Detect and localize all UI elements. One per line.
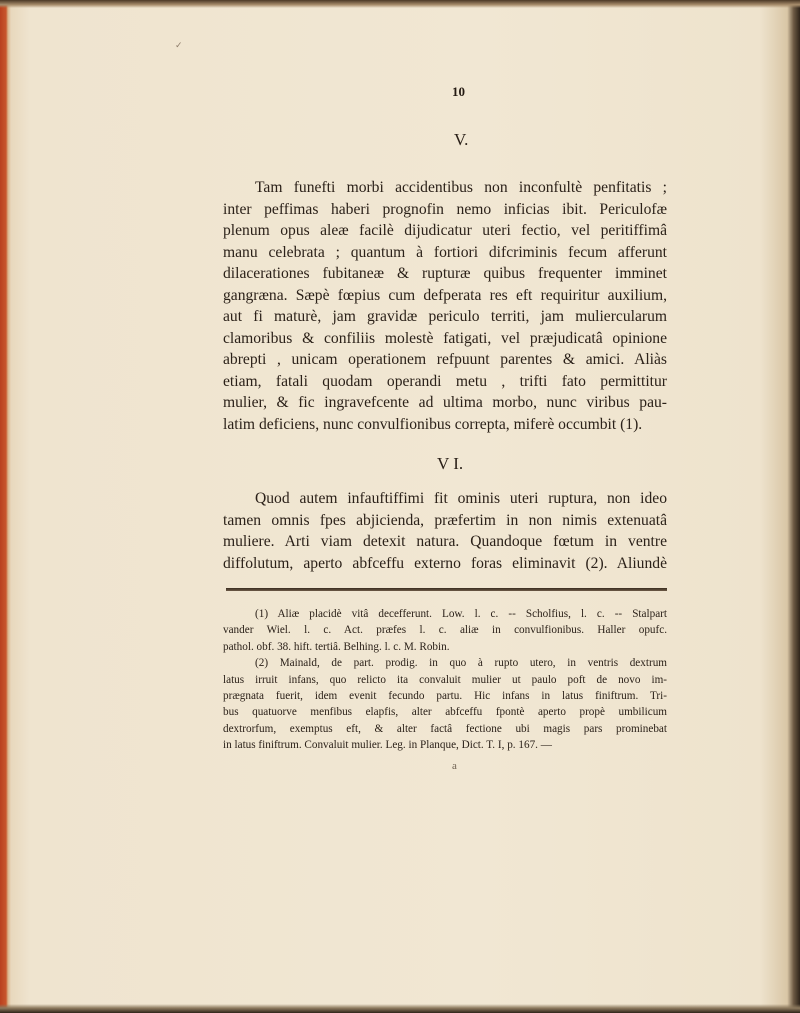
footnote-line: bus quatuorve menfibus elapfis, alter abfceffu fpontè aperto propè umbilicum: [223, 706, 667, 719]
footnotes: [223, 606, 667, 754]
text-line: manu celebrata ; quantum à fortiori difcriminis fecum afferunt: [223, 243, 667, 261]
ink-mark: ✓: [175, 40, 183, 50]
text-line: clamoribus & confiliis molestè fatigati, vel præjudicatâ opinione: [223, 329, 667, 347]
page-number: 10: [452, 84, 465, 99]
text-line: mulier, & fic ingravefcente ad ultima morbo, nunc viribus pau-: [223, 394, 667, 411]
footnote-line: prægnata fuerit, idem evenit fecundo partu. Hic infans in latus finiftrum. Tri-: [223, 690, 667, 703]
footnote-line: pathol. obf. 38. hift. tertiâ. Belhing. l. c. M. Robin.: [223, 640, 450, 653]
text-line: gangræna. Sæpè fœpius cum defperata res eft requiritur auxilium,: [223, 286, 667, 304]
text-line: abrepti , unicam operationem refpuunt parentes & amici. Aliàs: [223, 351, 667, 368]
footnote-line: (2) Mainald, de part. prodig. in quo à rupto utero, in ventris dextrum: [255, 657, 667, 670]
footnote-line: (1) Aliæ placidè vitâ decefferunt. Low. l. c. -- Scholfius, l. c. -- Stalpart: [255, 608, 667, 620]
footnote-divider: [226, 588, 667, 591]
footnote-line: dextrorfum, exemptus eft, & alter factâ fectione ubi magis pars prominebat: [223, 722, 667, 735]
text-line: inter peffimas haberi prognofin nemo inficias ibit. Periculofæ: [223, 200, 667, 218]
section-v-paragraph: [223, 177, 667, 435]
text-line: Quod autem infauftiffimi fit ominis uteri ruptura, non ideo: [255, 490, 667, 507]
signature-mark: a: [452, 760, 457, 772]
text-line: dilacerationes fubitaneæ & rupturæ quibus frequenter imminet: [223, 265, 667, 282]
text-line: aut fi maturè, jam gravidæ periculo territi, jam muliercularum: [223, 308, 667, 325]
footnote-line: vander Wiel. l. c. Act. præfes l. c. aliæ in convulfionibus. Haller opufc.: [223, 624, 667, 637]
footnote-line: in latus finiftrum. Convaluit mulier. Leg. in Planque, Dict. T. I, p. 167. —: [223, 739, 552, 752]
text-line: etiam, fatali quodam operandi metu , trifti fato permittitur: [223, 372, 667, 390]
footnote-line: latus irruit infans, quo relicto ita convaluit mulier ut paulo poft de novo im-: [223, 673, 667, 686]
section-heading-v: V.: [454, 130, 469, 149]
text-line: diffolutum, aperto abfceffu externo foras eliminavit (2). Aliundè: [223, 554, 667, 572]
text-line: plenum opus aleæ facilè dijudicatur uteri fectio, vel peritiffimâ: [223, 222, 667, 239]
section-vi-paragraph: [223, 488, 667, 574]
text-line: muliere. Arti viam detexit natura. Quandoque fœtum in ventre: [223, 533, 667, 550]
text-line: latim deficiens, nunc convulfionibus correpta, miferè occumbit (1).: [223, 415, 643, 433]
text-line: Tam funefti morbi accidentibus non inconfultè penfitatis ;: [255, 179, 667, 196]
section-heading-vi: V I.: [437, 454, 464, 473]
text-line: tamen omnis fpes abjicienda, præfertim in non nimis extenuatâ: [223, 511, 667, 529]
